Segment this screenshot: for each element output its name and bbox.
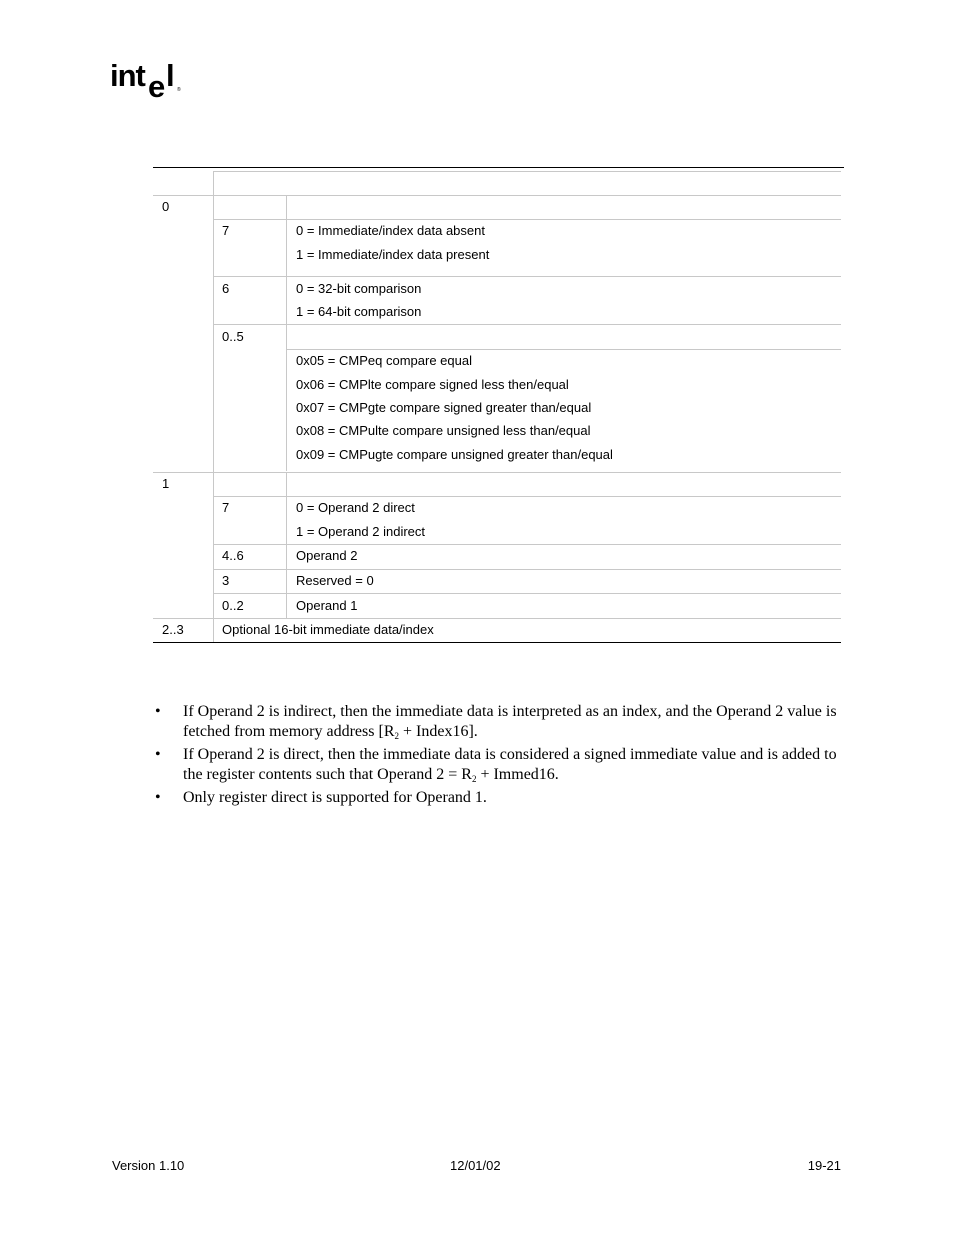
description-line: 0x08 = CMPulte compare unsigned less than/equal — [296, 423, 591, 438]
row-rule — [213, 219, 841, 220]
row-rule — [153, 472, 841, 473]
bullet-marker: • — [155, 789, 161, 806]
row-rule — [153, 618, 841, 619]
description-line: 0x07 = CMPgte compare signed greater than/equal — [296, 400, 592, 415]
description-line: 0x05 = CMPeq compare equal — [296, 353, 472, 368]
list-item: • If Operand 2 is direct, then the immediate data is considered a signed immediate value and is added to the register contents such that Operand $2 = R_2$ + Immed16. — [155, 746, 837, 784]
bit-cell: 3 — [222, 573, 230, 588]
col-divider-byte — [213, 171, 214, 642]
bit-cell: 0..2 — [222, 598, 244, 613]
bit-cell: 4..6 — [222, 548, 244, 563]
footer-date: 12/01/02 — [450, 1158, 501, 1173]
list-item: • If Operand 2 is indirect, then the immediate data is interpreted as an index, and the Operand 2 value is fetched from memory address [$R_2$ + Index16]. — [155, 703, 837, 741]
bit-cell: 6 — [222, 281, 230, 296]
intel-logo — [110, 58, 190, 104]
byte-cell: 2..3 — [162, 622, 184, 637]
description-line: 1 = Operand 2 indirect — [296, 524, 425, 539]
row-rule — [213, 544, 841, 545]
table-bottom-rule — [153, 642, 841, 643]
row-rule — [213, 593, 841, 594]
bullet-marker: • — [155, 703, 161, 720]
row-rule — [213, 569, 841, 570]
footer-version: Version 1.10 — [112, 1158, 185, 1173]
registered-mark: ® — [177, 87, 181, 93]
description-line: Reserved = 0 — [296, 573, 374, 588]
description-line: 0 = Immediate/index data absent — [296, 223, 485, 238]
row-rule — [153, 195, 841, 196]
description-line: 0 = 32-bit comparison — [296, 281, 422, 296]
merged-description-cell: Optional 16-bit immediate data/index — [222, 622, 434, 637]
svg-text:e: e — [148, 69, 166, 104]
bit-cell: 7 — [222, 500, 230, 515]
description-line: 1 = 64-bit comparison — [296, 304, 422, 319]
row-rule — [286, 349, 841, 350]
description-line: Operand 2 — [296, 548, 358, 563]
svg-text:int: int — [110, 58, 145, 93]
header-rule — [213, 171, 841, 172]
row-rule — [213, 496, 841, 497]
footer-page-number: 19-21 — [807, 1158, 841, 1173]
byte-cell: 0 — [162, 199, 170, 214]
list-item: • Only register direct is supported for Operand 1. — [155, 789, 487, 806]
byte-cell: 1 — [162, 476, 170, 491]
bit-cell: 0..5 — [222, 329, 244, 344]
bit-cell: 7 — [222, 223, 230, 238]
description-line: 0x09 = CMPugte compare unsigned greater than/equal — [296, 447, 613, 462]
description-line: 1 = Immediate/index data present — [296, 247, 490, 262]
svg-text:l: l — [166, 58, 175, 93]
row-rule — [213, 276, 841, 277]
description-line: Operand 1 — [296, 598, 358, 613]
bullet-marker: • — [155, 746, 161, 763]
col-divider-bit-upper — [286, 196, 287, 471]
description-line: 0 = Operand 2 direct — [296, 500, 415, 515]
table-top-rule — [153, 167, 844, 168]
description-line: 0x06 = CMPlte compare signed less then/equal — [296, 377, 569, 392]
notes-list — [153, 702, 843, 811]
col-divider-bit-lower — [286, 473, 287, 618]
row-rule — [213, 324, 841, 325]
